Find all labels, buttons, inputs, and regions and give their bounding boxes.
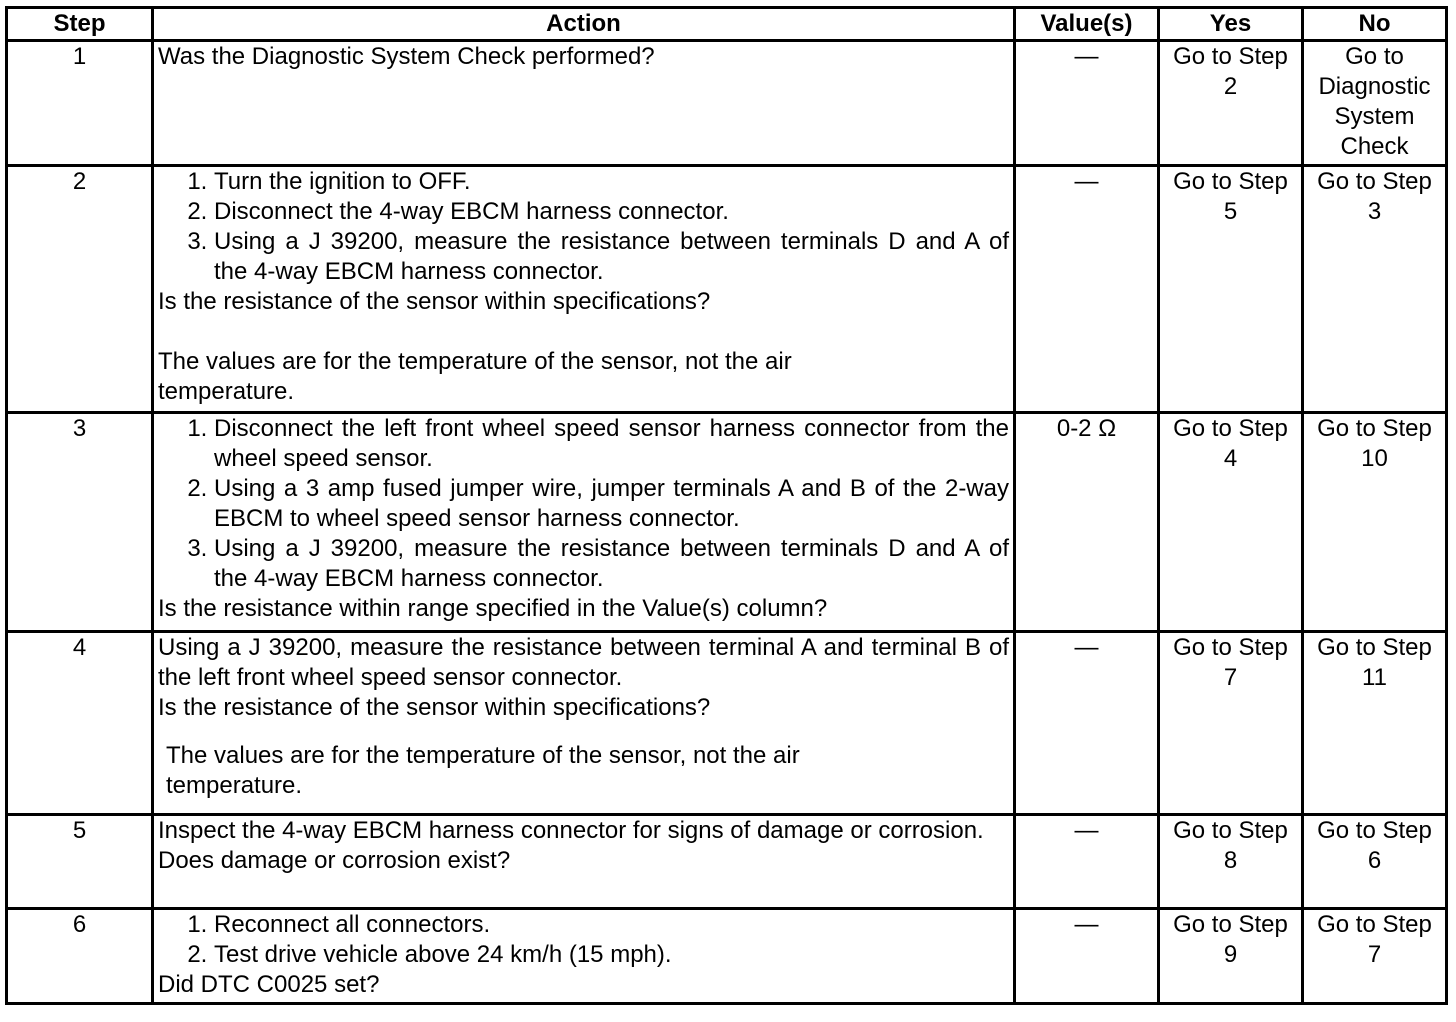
header-yes: Yes bbox=[1159, 8, 1303, 41]
value-cell: — bbox=[1015, 815, 1159, 909]
action-step-item: 1. Reconnect all connectors. bbox=[214, 910, 1009, 940]
header-step: Step bbox=[7, 8, 153, 41]
table-row-step-4 bbox=[7, 632, 1447, 815]
action-step-item: 3. Using a J 39200, measure the resistance between terminals D and A of the 4-way EBCM harness connector. bbox=[214, 227, 1009, 287]
action-steps-list bbox=[158, 167, 1009, 287]
no-cell: Go to Step 7 bbox=[1303, 909, 1447, 1004]
action-steps-list bbox=[158, 414, 1009, 594]
no-cell: Go to Step 3 bbox=[1303, 166, 1447, 413]
action-step-item: 2. Test drive vehicle above 24 km/h (15 mph). bbox=[214, 940, 1009, 970]
header-no: No bbox=[1303, 8, 1447, 41]
header-action: Action bbox=[153, 8, 1015, 41]
header-row bbox=[7, 8, 1447, 41]
action-cell bbox=[153, 815, 1015, 909]
step-number: 3 bbox=[7, 413, 153, 632]
table-row-step-2 bbox=[7, 166, 1447, 413]
no-cell: Go to Step 10 bbox=[1303, 413, 1447, 632]
diagnostic-table bbox=[5, 6, 1448, 1005]
action-cell bbox=[153, 166, 1015, 413]
value-cell: — bbox=[1015, 909, 1159, 1004]
table-row-step-1 bbox=[7, 41, 1447, 166]
step-number: 5 bbox=[7, 815, 153, 909]
action-step-item: 2. Disconnect the 4-way EBCM harness connector. bbox=[214, 197, 1009, 227]
action-cell bbox=[153, 41, 1015, 166]
value-cell: — bbox=[1015, 41, 1159, 166]
no-cell: Go to Diagnostic System Check bbox=[1303, 41, 1447, 166]
action-question: Is the resistance within range specified in the Value(s) column? bbox=[158, 595, 828, 622]
no-cell: Go to Step 6 bbox=[1303, 815, 1447, 909]
step-number: 2 bbox=[7, 166, 153, 413]
step-number: 6 bbox=[7, 909, 153, 1004]
action-question: Does damage or corrosion exist? bbox=[158, 847, 511, 874]
action-cell bbox=[153, 632, 1015, 815]
action-question: Is the resistance of the sensor within specifications? bbox=[158, 694, 711, 721]
yes-cell: Go to Step 4 bbox=[1159, 413, 1303, 632]
value-cell: — bbox=[1015, 632, 1159, 815]
action-note: The values are for the temperature of the sensor, not the air temperature. bbox=[158, 348, 792, 405]
value-cell: — bbox=[1015, 166, 1159, 413]
action-cell bbox=[153, 413, 1015, 632]
no-cell: Go to Step 11 bbox=[1303, 632, 1447, 815]
step-number: 4 bbox=[7, 632, 153, 815]
action-question: Was the Diagnostic System Check performed? bbox=[158, 43, 655, 70]
action-instruction: Inspect the 4-way EBCM harness connector for signs of damage or corrosion. bbox=[158, 817, 984, 844]
table-row-step-6 bbox=[7, 909, 1447, 1004]
yes-cell: Go to Step 5 bbox=[1159, 166, 1303, 413]
action-step-item: 1. Disconnect the left front wheel speed sensor harness connector from the wheel speed sensor. bbox=[214, 414, 1009, 474]
header-values: Value(s) bbox=[1015, 8, 1159, 41]
table-row-step-3 bbox=[7, 413, 1447, 632]
step-number: 1 bbox=[7, 41, 153, 166]
action-question: Did DTC C0025 set? bbox=[158, 971, 380, 998]
yes-cell: Go to Step 2 bbox=[1159, 41, 1303, 166]
yes-cell: Go to Step 8 bbox=[1159, 815, 1303, 909]
action-step-item: 1. Turn the ignition to OFF. bbox=[214, 167, 1009, 197]
action-instruction: Using a J 39200, measure the resistance between terminal A and terminal B of the left front wheel speed sensor connector. bbox=[158, 634, 1009, 691]
action-cell bbox=[153, 909, 1015, 1004]
yes-cell: Go to Step 9 bbox=[1159, 909, 1303, 1004]
yes-cell: Go to Step 7 bbox=[1159, 632, 1303, 815]
value-cell: 0-2 Ω bbox=[1015, 413, 1159, 632]
action-steps-list bbox=[158, 910, 1009, 970]
table-row-step-5 bbox=[7, 815, 1447, 909]
action-step-item: 3. Using a J 39200, measure the resistance between terminals D and A of the 4-way EBCM harness connector. bbox=[214, 534, 1009, 594]
action-step-item: 2. Using a 3 amp fused jumper wire, jumper terminals A and B of the 2-way EBCM to wheel speed sensor harness connector. bbox=[214, 474, 1009, 534]
action-question: Is the resistance of the sensor within specifications? bbox=[158, 288, 711, 315]
action-note: The values are for the temperature of the sensor, not the air temperature. bbox=[166, 742, 800, 799]
